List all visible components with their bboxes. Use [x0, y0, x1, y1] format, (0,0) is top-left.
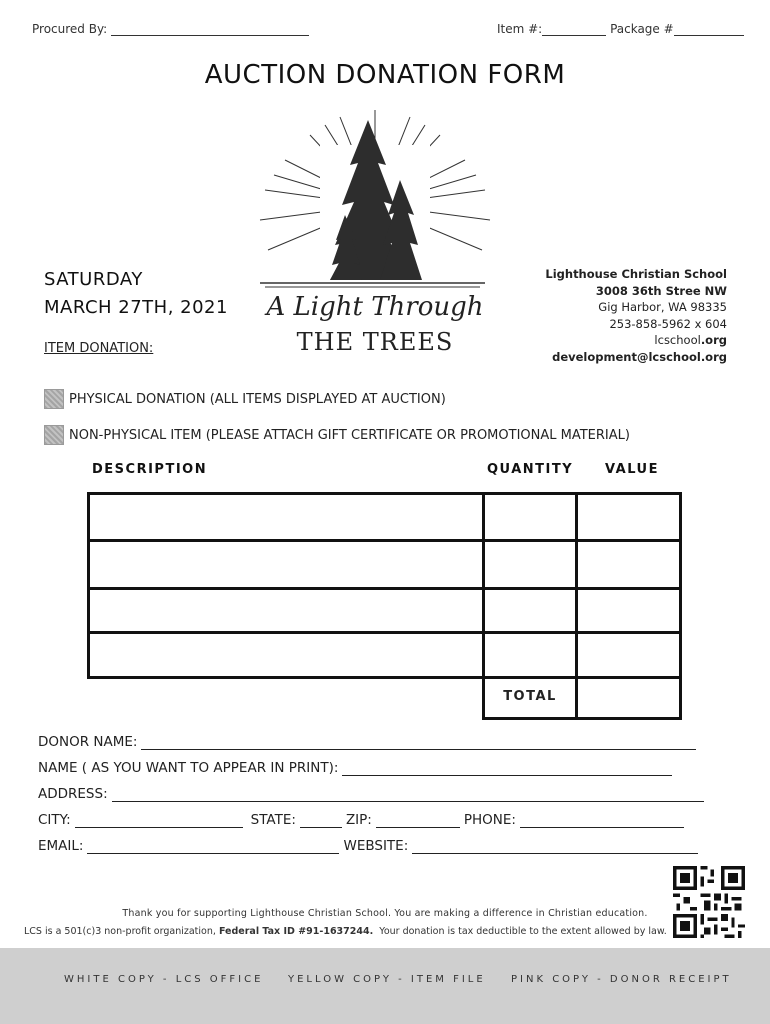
school-website-tld: .org	[700, 333, 727, 347]
city-line[interactable]	[75, 814, 243, 828]
state-label: STATE:	[250, 812, 296, 828]
school-street: 3008 36th Stree NW	[595, 283, 727, 298]
quantity-column-header: QUANTITY	[487, 462, 574, 477]
website-line[interactable]	[412, 840, 698, 854]
physical-donation-label: PHYSICAL DONATION (ALL ITEMS DISPLAYED AT AUCTION)	[69, 391, 446, 407]
value-column-header: VALUE	[605, 462, 659, 477]
item-donation-heading: ITEM DONATION:	[44, 341, 154, 356]
school-email: development@lcschool.org	[552, 349, 727, 364]
total-label: TOTAL	[482, 676, 578, 720]
phone-line[interactable]	[520, 814, 684, 828]
zip-label: ZIP:	[345, 812, 372, 828]
description-cell-3[interactable]	[87, 587, 485, 634]
non-physical-item-label: NON-PHYSICAL ITEM (PLEASE ATTACH GIFT CERTIFICATE OR PROMOTIONAL MATERIAL)	[69, 427, 630, 443]
school-phone: 253-858-5962 x 604	[609, 316, 727, 331]
email-website-row	[38, 838, 702, 854]
description-column-header: DESCRIPTION	[92, 462, 208, 477]
value-cell-4[interactable]	[575, 631, 682, 679]
description-cell-2[interactable]	[87, 539, 485, 590]
procured-by-field	[32, 22, 309, 36]
logo-text-line1: A Light Through	[266, 292, 484, 322]
event-day: SATURDAY	[44, 269, 143, 290]
physical-donation-option	[44, 389, 446, 409]
item-number-line[interactable]	[542, 24, 606, 36]
value-cell-3[interactable]	[575, 587, 682, 634]
quantity-cell-1[interactable]	[482, 492, 578, 542]
procured-by-line[interactable]	[111, 24, 309, 36]
event-date	[44, 266, 228, 322]
federal-tax-id: Federal Tax ID #91-1637244.	[218, 926, 374, 937]
yellow-copy-label: YELLOW COPY - ITEM FILE	[288, 974, 486, 985]
tax-statement-suffix: Your donation is tax deductible to the extent allowed by law.	[379, 926, 667, 937]
quantity-cell-2[interactable]	[482, 539, 578, 590]
thank-you-note: Thank you for supporting Lighthouse Christian School. You are making a difference in Christian education.	[122, 908, 648, 919]
description-cell-4[interactable]	[87, 631, 485, 679]
package-number-line[interactable]	[674, 24, 744, 36]
logo-text-line2: THE TREES	[296, 328, 454, 355]
quantity-cell-4[interactable]	[482, 631, 578, 679]
description-cell-1[interactable]	[87, 492, 485, 542]
non-physical-item-option	[44, 425, 630, 445]
value-cell-1[interactable]	[575, 492, 682, 542]
email-label: EMAIL:	[38, 838, 84, 854]
city-state-zip-phone-row	[38, 812, 688, 828]
zip-line[interactable]	[376, 814, 460, 828]
donor-name-row	[38, 734, 700, 750]
city-label: CITY:	[38, 812, 71, 828]
email-line[interactable]	[87, 840, 339, 854]
address-row	[38, 786, 708, 802]
school-website-name: lcschool	[654, 333, 701, 347]
package-number-label: Package #	[610, 22, 674, 36]
value-cell-2[interactable]	[575, 539, 682, 590]
state-line[interactable]	[300, 814, 342, 828]
copy-distribution-bar	[0, 948, 770, 1024]
pink-copy-label: PINK COPY - DONOR RECEIPT	[511, 974, 732, 985]
school-city: Gig Harbor, WA 98335	[598, 300, 727, 314]
website-label: WEBSITE:	[343, 838, 409, 854]
quantity-cell-3[interactable]	[482, 587, 578, 634]
event-full-date: MARCH 27TH, 2021	[44, 297, 228, 318]
tree-logo	[250, 105, 500, 355]
address-line[interactable]	[112, 788, 704, 802]
school-website	[545, 332, 727, 349]
print-name-row	[38, 760, 676, 776]
address-label: ADDRESS:	[38, 786, 108, 802]
item-number-label: Item #:	[497, 22, 543, 36]
print-name-label: NAME ( AS YOU WANT TO APPEAR IN PRINT):	[38, 760, 339, 776]
tax-statement-prefix: LCS is a 501(c)3 non-profit organization,	[24, 926, 216, 937]
procured-by-label: Procured By:	[32, 22, 108, 36]
donor-name-line[interactable]	[141, 736, 696, 750]
qr-code-icon[interactable]	[673, 866, 745, 938]
total-value-cell[interactable]	[575, 676, 682, 720]
print-name-line[interactable]	[342, 762, 672, 776]
white-copy-label: WHITE COPY - LCS OFFICE	[64, 974, 264, 985]
school-address-block	[545, 266, 727, 365]
item-package-field	[497, 22, 744, 36]
phone-label: PHONE:	[463, 812, 516, 828]
tax-statement	[24, 926, 667, 937]
school-name: Lighthouse Christian School	[545, 267, 727, 281]
physical-donation-checkbox[interactable]	[44, 389, 64, 409]
non-physical-item-checkbox[interactable]	[44, 425, 64, 445]
donor-name-label: DONOR NAME:	[38, 734, 138, 750]
form-title: AUCTION DONATION FORM	[204, 60, 566, 90]
